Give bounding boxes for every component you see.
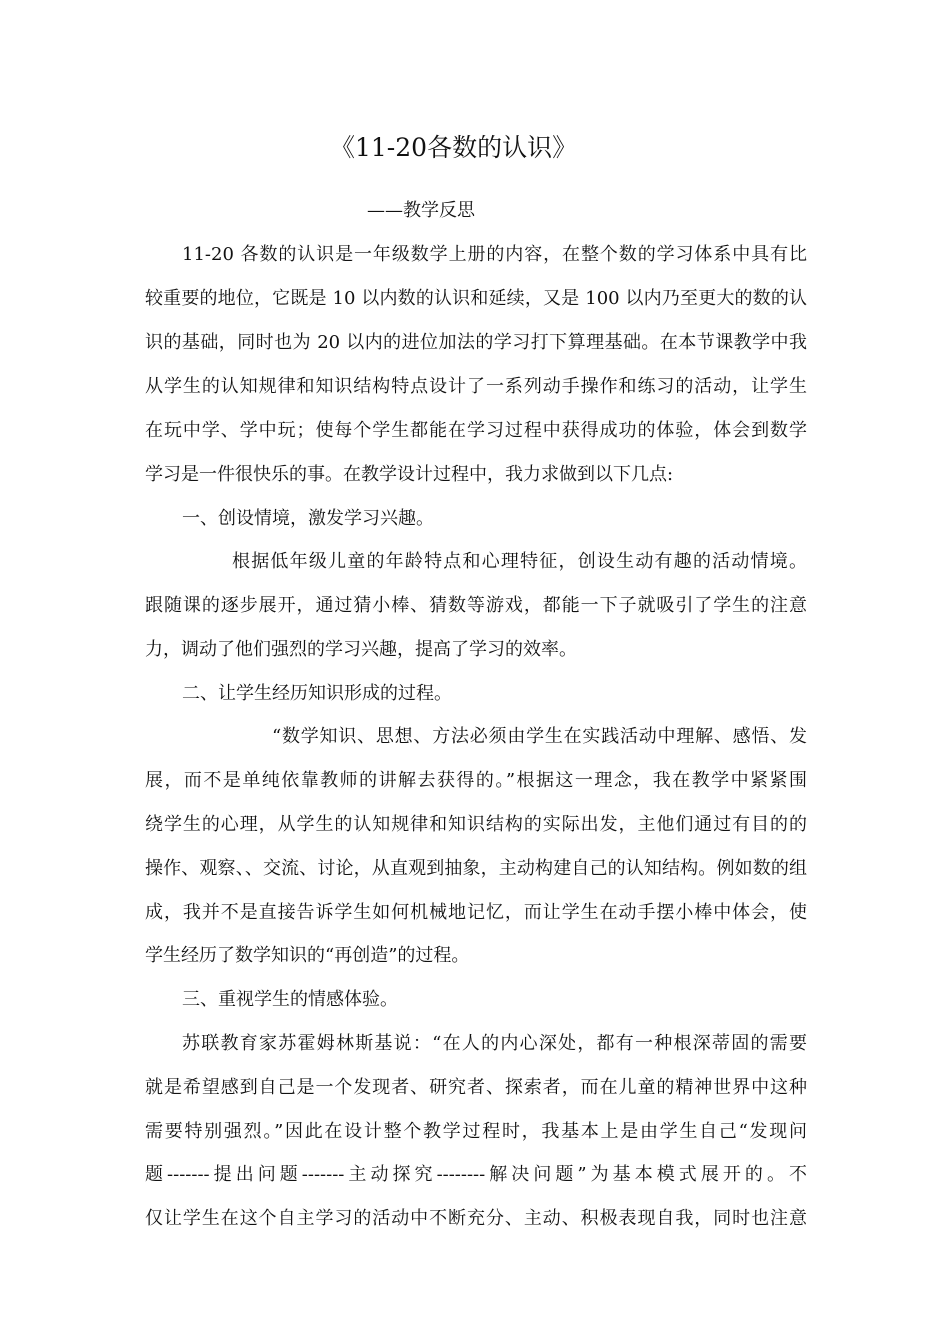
text-line: 题-------提出问题-------主动探究--------解决问题”为基本模式展开的。不 — [145, 1164, 807, 1185]
text-line: 识的基础，同时也为 20 以内的进位加法的学习打下算理基础。在本节课教学中我 — [145, 332, 807, 353]
section-heading: 一、创设情境，激发学习兴趣。 — [182, 508, 434, 529]
text-line: 学生经历了数学知识的“再创造”的过程。 — [145, 945, 470, 966]
text-line: 学习是一件很快乐的事。在教学设计过程中，我力求做到以下几点: — [145, 464, 674, 485]
text-line: 就是希望感到自己是一个发现者、研究者、探索者，而在儿童的精神世界中这种 — [145, 1077, 807, 1098]
text-line: 根据低年级儿童的年龄特点和心理特征，创设生动有趣的活动情境。 — [232, 551, 807, 572]
text-line: 成，我并不是直接告诉学生如何机械地记忆，而让学生在动手摆小棒中体会，使 — [145, 902, 807, 923]
section-heading: 二、让学生经历知识形成的过程。 — [182, 683, 452, 704]
text-line: 较重要的地位，它既是 10 以内数的认识和延续，又是 100 以内乃至更大的数的认 — [145, 288, 807, 309]
document-subtitle: ——教学反思 — [367, 200, 475, 221]
text-line: 仅让学生在这个自主学习的活动中不断充分、主动、积极表现自我，同时也注意 — [145, 1208, 807, 1229]
text-line: 苏联教育家苏霍姆林斯基说：“在人的内心深处，都有一种根深蒂固的需要 — [182, 1033, 807, 1054]
text-line: 展，而不是单纯依靠教师的讲解去获得的。”根据这一理念，我在教学中紧紧围 — [145, 770, 807, 791]
text-line: 跟随课的逐步展开，通过猜小棒、猜数等游戏，都能一下子就吸引了学生的注意 — [145, 595, 807, 616]
text-line: 力，调动了他们强烈的学习兴趣，提高了学习的效率。 — [145, 639, 577, 660]
text-line: 需要特别强烈。”因此在设计整个教学过程时，我基本上是由学生自己“发现问 — [145, 1121, 807, 1142]
text-line: 从学生的认知规律和知识结构特点设计了一系列动手操作和练习的活动，让学生 — [145, 376, 807, 397]
text-line: 在玩中学、学中玩；使每个学生都能在学习过程中获得成功的体验，体会到数学 — [145, 420, 807, 441]
section-heading: 三、重视学生的情感体验。 — [182, 989, 398, 1010]
text-line: 绕学生的心理，从学生的认知规律和知识结构的实际出发，主他们通过有目的的 — [145, 814, 807, 835]
text-line: 操作、观察、、交流、讨论，从直观到抽象，主动构建自己的认知结构。例如数的组 — [145, 858, 807, 879]
text-line: “数学知识、思想、方法必须由学生在实践活动中理解、感悟、发 — [272, 726, 807, 747]
text-line: 11-20 各数的认识是一年级数学上册的内容，在整个数的学习体系中具有比 — [182, 244, 807, 265]
document-title: 《11-20各数的认识》 — [330, 133, 578, 162]
